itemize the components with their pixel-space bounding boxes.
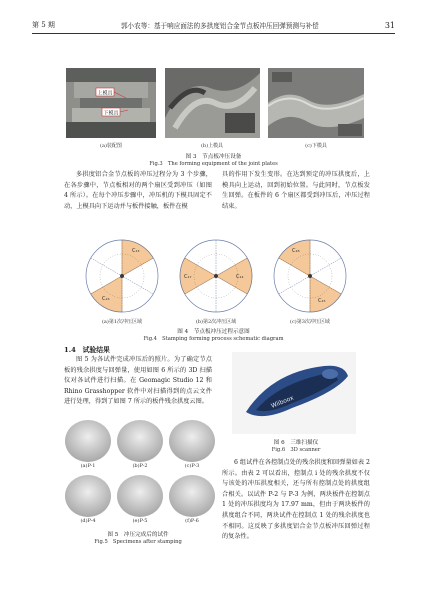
fig5-sub-d: (d)P-4 <box>80 518 96 524</box>
paragraph-1-left: 多拱度铝合金节点板的冲压过程分为 3 个步骤，在各步骤中，节点板相对的两个扇区受到冲压（如图 4 所示）。在每个冲压步骤中，冲压机的下模具固定不动，上模具向下运动并与板件接触，板件在模 <box>64 171 212 210</box>
page-header <box>32 18 395 32</box>
fig6-caption-en: Fig.6 3D scanner <box>271 447 321 453</box>
fig4-sub-b: (b)第2次冲压区域 <box>195 319 237 325</box>
fig3-photo-a <box>66 68 156 138</box>
fig3-caption: 图 3 节点板冲压设备 <box>185 154 242 160</box>
section-heading: 1.4 试验结果 <box>64 346 110 354</box>
running-title: 郭小农等：基于响应面法的多拱度铝合金节点板冲压回弹预测与补偿 <box>120 22 319 30</box>
sector-label: C₁₄ <box>236 274 244 280</box>
scanner-brand: Wiiboox <box>270 394 295 410</box>
upper-die-label: 上模具 <box>97 90 113 97</box>
issue-number: 第 5 期 <box>32 21 55 29</box>
fig5-sub-b: (b)P-2 <box>132 463 148 469</box>
fig4-caption-en: Fig.4 Stamping forming process schematic diagram <box>143 336 284 342</box>
sector-label: C₁₇ <box>184 274 192 280</box>
sector-label: C₁₈ <box>292 248 300 254</box>
fig3-photo-c <box>268 68 364 138</box>
fig4-sub-c: (c)第3次冲压区域 <box>290 319 330 325</box>
page-number: 31 <box>384 20 395 30</box>
lower-die-label: 下模具 <box>103 110 119 117</box>
paragraph-3: 6 组试件在各控制点处的残余拱度和回弹量如表 2 所示。由表 2 可以看出，控制点 i 处的残余拱度不仅与该处的冲压拱度相关，还与所有控制点处的拱度组合相关。以试件 P-2 与 P-3 为例，两块板件在控制点 1 处的冲压拱度均为 17.97 mm，但由于两块板件的拱度组合不同，两块试件在控制点 1 处的残余拱度也不相同。这反映了多拱度铝合金节点板冲压回弹过程的复杂性。 <box>222 459 370 541</box>
fig5-caption: 图 5 冲压完成后的试件 <box>107 532 169 538</box>
fig4-caption: 图 4 节点板冲压过程示意图 <box>177 329 250 335</box>
header-rule <box>32 33 395 34</box>
fig6-caption: 图 6 三维扫描仪 <box>273 440 319 446</box>
fig4-diagram-b <box>174 234 258 318</box>
paragraph-1-right: 具的作用下发生变形。在达到预定的冲压拱度后，上模具向上运动，回到初始位置。与此同时，节点板发生回弹。在板件的 6 个扇区都受到冲压后，冲压过程结束。 <box>222 171 370 210</box>
fig5-sub-f: (f)P-6 <box>185 518 199 524</box>
fig3-sub-a: (a)装配图 <box>100 143 122 149</box>
fig6-scanner-photo <box>232 352 356 434</box>
fig5-sub-e: (e)P-5 <box>132 518 148 524</box>
fig3-caption-en: Fig.3 The forming equipment of the joint plates <box>149 161 278 167</box>
sector-label: C₁₆ <box>102 296 110 302</box>
fig3-photo-b <box>165 68 260 138</box>
sector-label: C₁₅ <box>318 298 326 304</box>
fig5-grid <box>62 414 218 534</box>
fig3-sub-c: (c)下模具 <box>305 143 327 149</box>
sector-label: C₁₃ <box>132 248 140 254</box>
fig3-sub-b: (b)上模具 <box>200 143 224 149</box>
fig4-diagram-c <box>268 234 352 318</box>
fig4-diagram-a <box>80 234 164 318</box>
fig5-sub-c: (c)P-3 <box>184 463 200 469</box>
fig5-caption-en: Fig.5 Specimens after stamping <box>94 539 182 545</box>
paragraph-2: 图 5 为各试件完成冲压后的照片。为了确定节点板的残余拱度与回弹量，使用如图 6 所示的 3D 扫描仪对各试件进行扫描。在 Geomagic Studio 12 和 Rhino Grasshopper 软件中对扫描得到的点云文件进行处理，得到了如图 7 所示的板件残余拱度云图。 <box>64 356 212 406</box>
fig4-sub-a: (a)第1次冲压区域 <box>101 319 143 325</box>
fig5-sub-a: (a)P-1 <box>80 463 96 469</box>
